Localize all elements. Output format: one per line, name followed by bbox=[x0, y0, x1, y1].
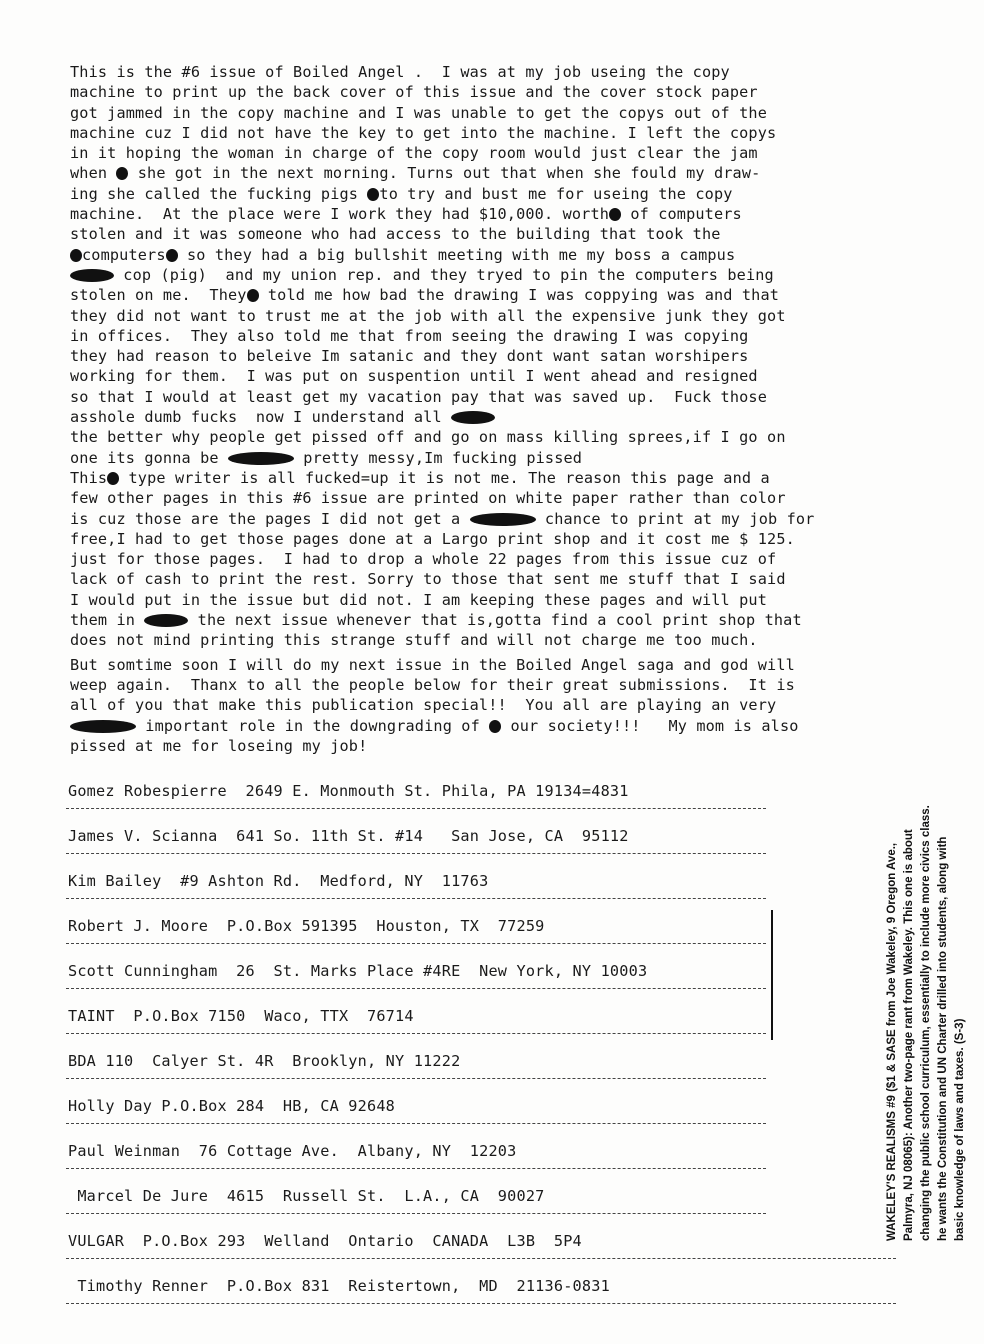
letter-line: in offices. They also told me that from seeing the drawing I was copying bbox=[70, 326, 749, 345]
letter-body bbox=[70, 62, 910, 756]
ink-blot bbox=[451, 411, 495, 424]
letter-line: the better why people get pissed off and go on mass killing sprees,if I go on bbox=[70, 428, 786, 447]
dashed-divider bbox=[66, 943, 766, 944]
directory-entry-text: Timothy Renner P.O.Box 831 Reistertown, MD 21136-0831 bbox=[68, 1277, 610, 1295]
letter-line: computers so they had a big bullshit meeting with me my boss a campus bbox=[70, 245, 910, 265]
letter-line: all of you that make this publication special!! You all are playing an very bbox=[70, 696, 777, 715]
letter-line: one its gonna be pretty messy,Im fucking pissed bbox=[70, 448, 583, 467]
directory-entry-text: Paul Weinman 76 Cottage Ave. Albany, NY 12203 bbox=[68, 1142, 517, 1160]
letter-line: so that I would at least get my vacation pay that was saved up. Fuck those bbox=[70, 387, 768, 406]
letter-line: weep again. Thanx to all the people below for their great submissions. It is bbox=[70, 675, 795, 694]
letter-line: stolen on me. They told me how bad the drawing I was coppying was and that bbox=[70, 286, 780, 305]
directory-entry-text: James V. Scianna 641 So. 11th St. #14 San Jose, CA 95112 bbox=[68, 827, 629, 845]
review-clipping bbox=[770, 800, 966, 1245]
clipping-text: WAKELEY'S REALISMS #9 ($1 & SASE from Joe Wakeley, 9 Oregon Ave., Palmyra, NJ 08065): Another two-page rant from Wakeley. This one is about changing the public school curriculum, essentially to include more civics class. he wants the Constitution and UN Charter drilled into students, along with basic knowledge of laws and taxes. (S-3) bbox=[886, 805, 966, 1241]
letter-line: when she got in the next morning. Turns out that when she fould my draw- bbox=[70, 164, 761, 183]
directory-entry-text: Robert J. Moore P.O.Box 591395 Houston, TX 77259 bbox=[68, 917, 545, 935]
letter-line: machine. At the place were I work they had $10,000. worth of computers bbox=[70, 205, 742, 224]
letter-paragraph-2 bbox=[70, 427, 910, 650]
letter-line: I would put in the issue but did not. I am keeping these pages and will put bbox=[70, 590, 768, 609]
letter-line: cop (pig) and my union rep. and they tryed to pin the computers being bbox=[70, 265, 910, 285]
letter-line: This type writer is all fucked=up it is not me. The reason this page and a bbox=[70, 468, 770, 487]
letter-line: ing she called the fucking pigs to try and bust me for useing the copy bbox=[70, 184, 733, 203]
ink-blot bbox=[247, 289, 259, 302]
ink-blot bbox=[166, 249, 178, 262]
ink-blot bbox=[144, 614, 188, 627]
letter-line: asshole dumb fucks now I understand all bbox=[70, 407, 910, 427]
letter-line: lack of cash to print the rest. Sorry to those that sent me stuff that I said bbox=[70, 570, 786, 589]
letter-line: machine to print up the back cover of this issue and the cover stock paper bbox=[70, 83, 758, 102]
letter-line: in it hoping the woman in charge of the copy room would just clear the jam bbox=[70, 144, 758, 163]
dashed-divider bbox=[66, 1213, 766, 1214]
directory-entry-text: Kim Bailey #9 Ashton Rd. Medford, NY 11763 bbox=[68, 872, 489, 890]
letter-line: them in the next issue whenever that is,gotta find a cool print shop that bbox=[70, 611, 802, 630]
letter-line: just for those pages. I had to drop a whole 22 pages from this issue cuz of bbox=[70, 550, 777, 569]
letter-line: This is the #6 issue of Boiled Angel . I was at my job useing the copy bbox=[70, 63, 730, 81]
letter-line: stolen and it was someone who had access to the building that took the bbox=[70, 225, 721, 244]
directory-entry-text: Scott Cunningham 26 St. Marks Place #4RE New York, NY 10003 bbox=[68, 962, 648, 980]
ink-blot bbox=[116, 167, 128, 180]
dashed-divider bbox=[66, 808, 766, 809]
directory-entry-text: Gomez Robespierre 2649 E. Monmouth St. Phila, PA 19134=4831 bbox=[68, 782, 629, 800]
dashed-divider bbox=[66, 988, 766, 989]
letter-line: does not mind printing this strange stuff and will not charge me too much. bbox=[70, 631, 758, 650]
letter-line: But somtime soon I will do my next issue in the Boiled Angel saga and god will bbox=[70, 655, 795, 674]
letter-line: they did not want to trust me at the job with all the expensive junk they got bbox=[70, 306, 786, 325]
dashed-divider bbox=[66, 1258, 896, 1259]
directory-entry-text: VULGAR P.O.Box 293 Welland Ontario CANADA L3B 5P4 bbox=[68, 1232, 582, 1250]
ink-blot bbox=[367, 188, 379, 201]
dashed-divider bbox=[66, 1078, 766, 1079]
ink-blot bbox=[489, 720, 501, 733]
letter-line: working for them. I was put on suspention until I went ahead and resigned bbox=[70, 367, 758, 386]
ink-blot bbox=[609, 208, 621, 221]
directory-entry-text: Holly Day P.O.Box 284 HB, CA 92648 bbox=[68, 1097, 396, 1115]
dashed-divider bbox=[66, 1033, 766, 1034]
letter-line: machine cuz I did not have the key to get into the machine. I left the copys bbox=[70, 123, 777, 142]
letter-line: got jammed in the copy machine and I was unable to get the copys out of the bbox=[70, 103, 768, 122]
dashed-divider bbox=[66, 853, 766, 854]
letter-line: they had reason to beleive Im satanic and they dont want satan worshipers bbox=[70, 347, 749, 366]
letter-paragraph-1 bbox=[70, 62, 910, 427]
directory-entry bbox=[66, 1275, 906, 1320]
dashed-divider bbox=[66, 898, 766, 899]
ink-blot bbox=[228, 452, 294, 465]
dashed-divider bbox=[66, 1303, 896, 1304]
letter-line: important role in the downgrading of our society!!! My mom is also bbox=[70, 716, 910, 736]
letter-paragraph-3 bbox=[70, 655, 910, 756]
dashed-divider bbox=[66, 1168, 766, 1169]
letter-line: few other pages in this #6 issue are printed on white paper rather than color bbox=[70, 489, 786, 508]
directory-entry-text: BDA 110 Calyer St. 4R Brooklyn, NY 11222 bbox=[68, 1052, 461, 1070]
dashed-divider bbox=[66, 1123, 766, 1124]
ink-blot bbox=[107, 472, 119, 485]
ink-blot bbox=[70, 720, 136, 733]
directory-entry-text: Marcel De Jure 4615 Russell St. L.A., CA 90027 bbox=[68, 1187, 545, 1205]
ink-blot bbox=[470, 513, 536, 526]
ink-blot bbox=[70, 269, 114, 282]
clipping-rule bbox=[771, 910, 773, 1040]
letter-line: free,I had to get those pages done at a Largo print shop and it cost me $ 125. bbox=[70, 529, 795, 548]
letter-line: is cuz those are the pages I did not get a chance to print at my job for bbox=[70, 509, 815, 528]
directory-entry-text: TAINT P.O.Box 7150 Waco, TTX 76714 bbox=[68, 1007, 414, 1025]
ink-blot bbox=[70, 249, 82, 262]
letter-line: pissed at me for loseing my job! bbox=[70, 736, 368, 755]
